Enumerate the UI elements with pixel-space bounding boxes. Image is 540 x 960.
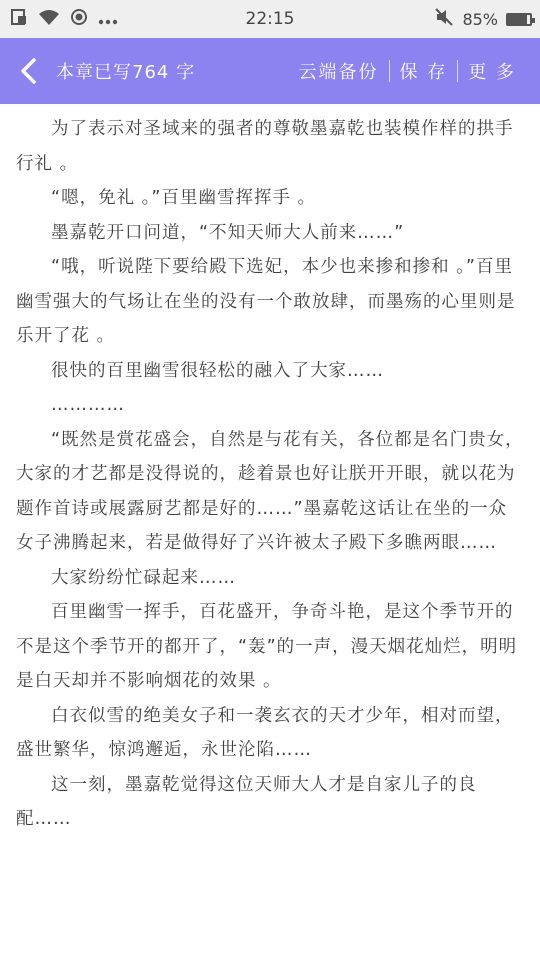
paragraph: “哦，听说陛下要给殿下选妃，本少也来掺和掺和 。”百里幽雪强大的气场让在坐的没有一个敢放肆，而墨殇的心里则是乐开了花 。 xyxy=(16,257,516,346)
paragraph: 百里幽雪一挥手，百花盛开，争奇斗艳，是这个季节开的不是这个季节开的都开了，“轰”的一声，漫天烟花灿烂，明明是白天却并不影响烟花的效果 。 xyxy=(16,602,518,691)
paragraph: 白衣似雪的绝美女子和一袭玄衣的天才少年，相对而望，盛世繁华，惊鸿邂逅，永世沦陷…… xyxy=(16,705,514,760)
battery-percent: 85% xyxy=(462,9,498,29)
paragraph: “嗯，免礼 。”百里幽雪挥挥手 。 xyxy=(51,188,317,208)
editor-toolbar xyxy=(0,38,540,104)
status-time: 22:15 xyxy=(245,9,295,29)
toolbar-actions xyxy=(289,58,540,84)
paragraph: “既然是赏花盛会，自然是与花有关，各位都是名门贵女，大家的才艺都是没得说的，趁着景也好让朕开开眼，就以花为题作首诗或展露厨艺都是好的……”墨嘉乾这话让在坐的一众女子沸腾起来，若是做得好了兴许被太子殿下多瞧两眼…… xyxy=(16,429,524,553)
paragraph: 这一刻，墨嘉乾觉得这位天师大人才是自家儿子的良配…… xyxy=(16,774,477,829)
chapter-text-editor[interactable] xyxy=(0,104,540,837)
paragraph: 很快的百里幽雪很轻松的融入了大家…… xyxy=(51,360,384,381)
battery-icon xyxy=(506,13,532,26)
battery-level-fill xyxy=(508,15,527,24)
status-bar xyxy=(0,0,540,38)
chevron-left-icon xyxy=(19,57,37,85)
paragraph: ………… xyxy=(51,395,125,415)
paragraph: 大家纷纷忙碌起来…… xyxy=(51,567,236,588)
back-button[interactable] xyxy=(0,38,56,104)
cloud-backup-button[interactable]: 云端备份 xyxy=(298,62,379,83)
save-button[interactable]: 保 存 xyxy=(399,62,448,83)
paragraph: 为了表示对圣域来的强者的尊敬墨嘉乾也装模作样的拱手行礼 。 xyxy=(16,119,514,174)
paragraph: 墨嘉乾开口问道，“不知天师大人前来……” xyxy=(51,222,405,243)
more-button[interactable]: 更 多 xyxy=(468,62,516,83)
word-count-title: 本章已写764 字 xyxy=(56,62,196,83)
